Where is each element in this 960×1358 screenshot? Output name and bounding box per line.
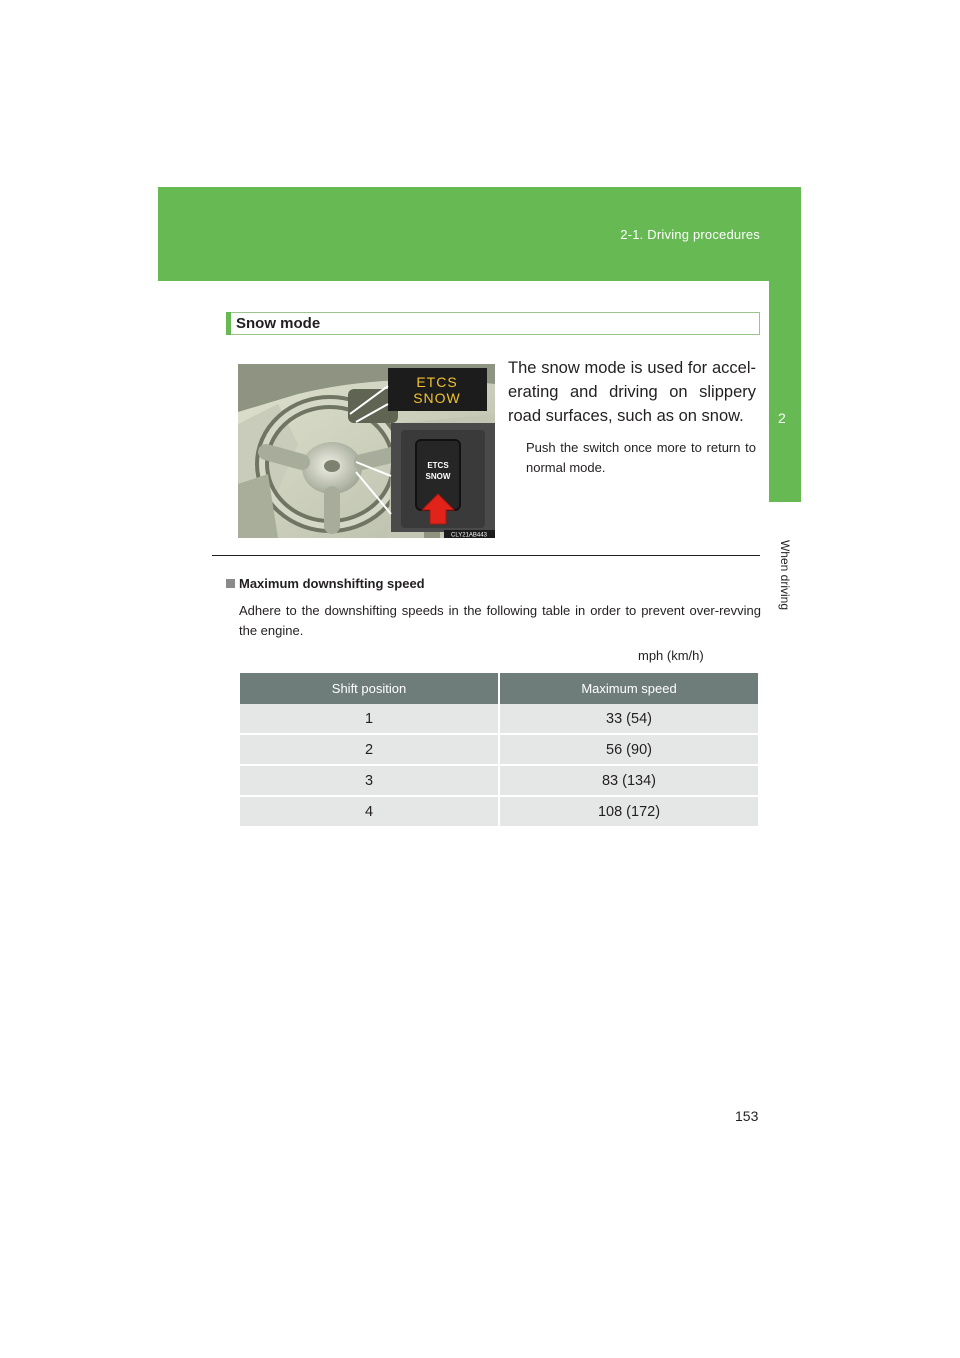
- chapter-label: [763, 520, 807, 630]
- maximum-speed-cell: 83 (134): [499, 765, 758, 796]
- maximum-speed-cell: 33 (54): [499, 704, 758, 734]
- maximum-speed-cell: 108 (172): [499, 796, 758, 827]
- snow-mode-instruction: Push the switch once more to return to normal mode.: [526, 440, 756, 475]
- etcs-switch-line2: SNOW: [425, 472, 451, 481]
- section-title-box: [226, 312, 760, 335]
- chapter-label-text: When driving: [778, 539, 792, 611]
- shift-position-cell: 1: [240, 704, 499, 734]
- speed-unit: mph (km/h): [638, 648, 704, 663]
- section-title: Snow mode: [236, 315, 321, 332]
- shift-position-cell: 4: [240, 796, 499, 827]
- figure-code: CLY21AB443: [451, 532, 487, 538]
- table-header-row: [240, 673, 758, 704]
- maximum-speed-cell: 56 (90): [499, 734, 758, 765]
- etcs-display-line2: SNOW: [413, 390, 461, 406]
- snow-mode-illustration: [238, 364, 495, 538]
- shift-position-cell: 3: [240, 765, 499, 796]
- note-text: Adhere to the downshifting speeds in the following table in order to prevent over-revving the engine.: [239, 603, 761, 638]
- note-heading: [226, 576, 425, 591]
- square-bullet-icon: [226, 579, 235, 588]
- section-title-marker: [226, 312, 231, 335]
- chapter-tab: [769, 281, 801, 502]
- etcs-switch-line1: ETCS: [427, 461, 449, 470]
- header-maximum-speed: Maximum speed: [499, 673, 758, 704]
- shift-position-cell: 2: [240, 734, 499, 765]
- table-row: [240, 734, 758, 765]
- header-shift-position: Shift position: [240, 673, 499, 704]
- section-header: 2-1. Driving procedures: [620, 227, 760, 242]
- downshift-speed-table: [240, 673, 758, 828]
- page-number: 153: [735, 1108, 759, 1124]
- chapter-number: 2: [778, 410, 786, 426]
- snow-mode-description: The snow mode is used for accel-erating and driving on slippery road surfaces, such as on snow.: [508, 359, 756, 425]
- etcs-display-line1: ETCS: [416, 374, 458, 390]
- table-row: [240, 765, 758, 796]
- section-divider: [212, 555, 760, 556]
- table-row: [240, 796, 758, 827]
- table-row: [240, 704, 758, 734]
- note-heading-text: Maximum downshifting speed: [239, 576, 425, 591]
